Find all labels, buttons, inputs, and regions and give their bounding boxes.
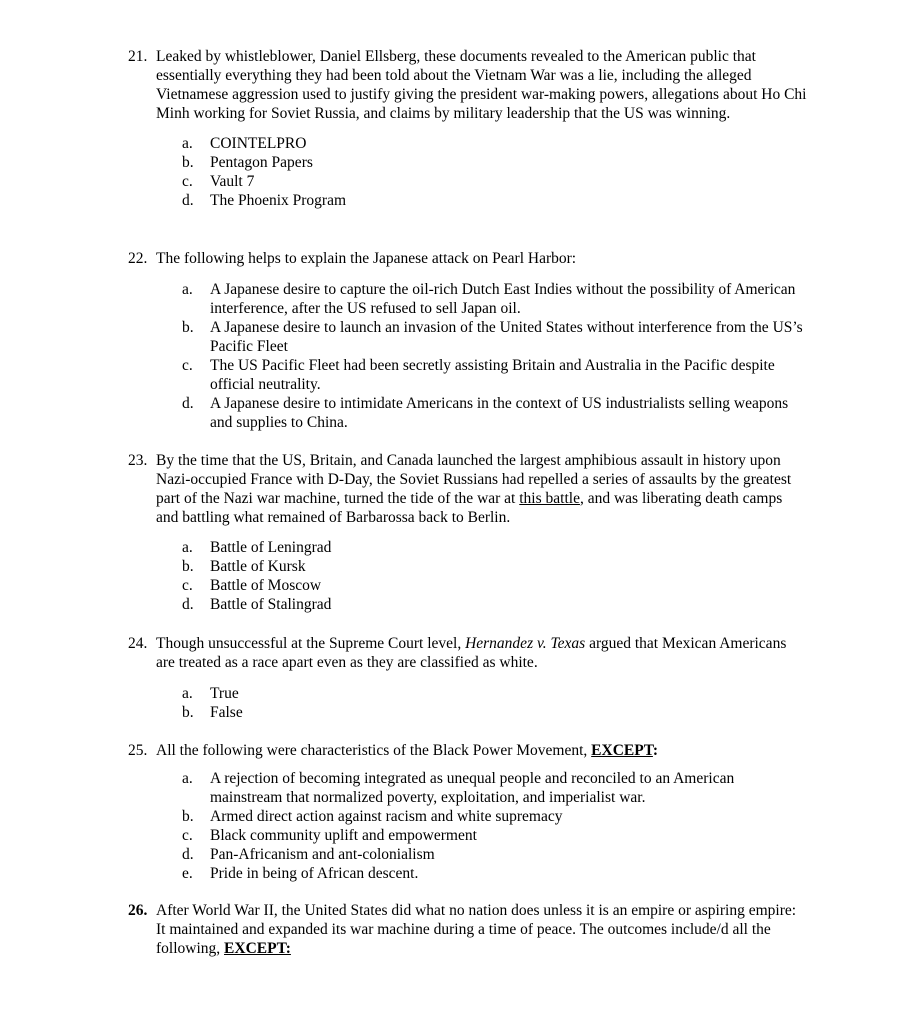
option-letter: a. [182,281,193,298]
option-text: Armed direct action against racism and white supremacy [210,808,563,825]
question-text [156,634,808,672]
question-text: Leaked by whistleblower, Daniel Ellsberg, these documents revealed to the American public that essentially everything they had been told about the Vietnam War was a lie, including the alleged Vietnamese aggression used to justify giving the president war-making powers, allegations about Ho Chi Minh working for Soviet Russia, and claims by military leadership that the US was winning. [156,48,807,122]
option-letter: a. [182,539,193,556]
question-text-part: By the time that the US, Britain, and Canada launched the largest amphibious assault in history upon Nazi-occupied France with D-Day, the Soviet Russians had repelled a series of assaults by the greatest part of the Nazi war machine, turned the tide of the war at [156,452,792,507]
option-text: True [210,685,239,702]
question-text: The following helps to explain the Japanese attack on Pearl Harbor: [156,250,577,267]
except-emphasis: EXCEPT: [224,940,291,957]
option-text: A Japanese desire to launch an invasion of the United States without interference from the US’s Pacific Fleet [210,319,803,355]
option-text: COINTELPRO [210,135,307,152]
question-22 [128,249,808,432]
option-text: The US Pacific Fleet had been secretly assisting Britain and Australia in the Pacific despite official neutrality. [210,357,775,393]
answer-options [182,769,808,883]
question-25 [128,741,808,883]
option-text: Pan-Africanism and ant-colonialism [210,846,435,863]
option-text: False [210,704,243,721]
option-letter: c. [182,577,193,594]
option-letter: d. [182,596,194,613]
answer-options [182,134,808,210]
option-d [182,191,808,210]
option-letter: b. [182,704,194,721]
option-d [182,845,808,864]
question-text [156,741,808,760]
option-a [182,134,808,153]
underlined-phrase: this battle [519,490,580,507]
option-c [182,356,808,394]
option-text: A Japanese desire to intimidate Americans in the context of US industrialists selling weapons and supplies to China. [210,395,789,431]
option-letter: a. [182,685,193,702]
option-text: Battle of Moscow [210,577,322,594]
option-letter: c. [182,357,193,374]
option-letter: b. [182,558,194,575]
option-a [182,538,808,557]
question-text-part: Though unsuccessful at the Supreme Court level, [156,635,466,652]
question-text-part: : [652,742,659,759]
question-number: 23. [128,452,148,469]
option-letter: a. [182,135,193,152]
answer-options [182,538,808,614]
option-letter: b. [182,154,194,171]
option-letter: d. [182,192,194,209]
answer-options [182,684,808,722]
question-text [156,451,808,527]
option-text: Pride in being of African descent. [210,865,419,882]
question-text-part: argued that Mexican Americans are treated as a race apart even as they are classified as white. [156,635,787,671]
option-b [182,807,808,826]
except-emphasis: EXCEPT [591,742,653,759]
option-letter: a. [182,770,193,787]
question-number: 22. [128,250,148,267]
question-number: 26. [128,902,148,919]
option-text: A rejection of becoming integrated as unequal people and reconciled to an American mainstream that normalized poverty, exploitation, and imperialist war. [210,770,735,806]
option-a [182,280,808,318]
option-a [182,684,808,703]
option-text: Battle of Kursk [210,558,306,575]
question-24 [128,634,808,722]
option-d [182,595,808,614]
option-letter: b. [182,319,194,336]
option-d [182,394,808,432]
question-number: 25. [128,742,148,759]
question-text-part: , and was liberating death camps and battling what remained of Barbarossa back to Berlin. [156,490,783,526]
option-text: The Phoenix Program [210,192,347,209]
option-letter: d. [182,846,194,863]
option-letter: c. [182,173,193,190]
option-a [182,769,808,807]
option-text: Battle of Leningrad [210,539,332,556]
option-c [182,826,808,845]
option-text: A Japanese desire to capture the oil-rich Dutch East Indies without the possibility of American interference, after the US refused to sell Japan oil. [210,281,796,317]
option-text: Black community uplift and empowerment [210,827,477,844]
option-letter: b. [182,808,194,825]
option-b [182,153,808,172]
option-text: Battle of Stalingrad [210,596,332,613]
question-text-part: All the following were characteristics of the Black Power Movement, [156,742,592,759]
question-text-part: After World War II, the United States did what no nation does unless it is an empire or aspiring empire: It maintained and expanded its war machine during a time of peace. The outcomes include/d all the following, [156,902,797,957]
option-b [182,557,808,576]
question-21 [128,47,808,210]
option-b [182,318,808,356]
option-text: Vault 7 [210,173,255,190]
question-number: 24. [128,635,148,652]
question-text [156,901,808,958]
question-26 [128,901,808,958]
option-c [182,576,808,595]
option-letter: e. [182,865,193,882]
question-number: 21. [128,48,148,65]
option-b [182,703,808,722]
question-23 [128,451,808,614]
option-letter: c. [182,827,193,844]
option-c [182,172,808,191]
option-letter: d. [182,395,194,412]
option-text: Pentagon Papers [210,154,313,171]
case-name: Hernandez v. Texas [465,635,586,652]
answer-options [182,280,808,432]
option-e [182,864,808,883]
